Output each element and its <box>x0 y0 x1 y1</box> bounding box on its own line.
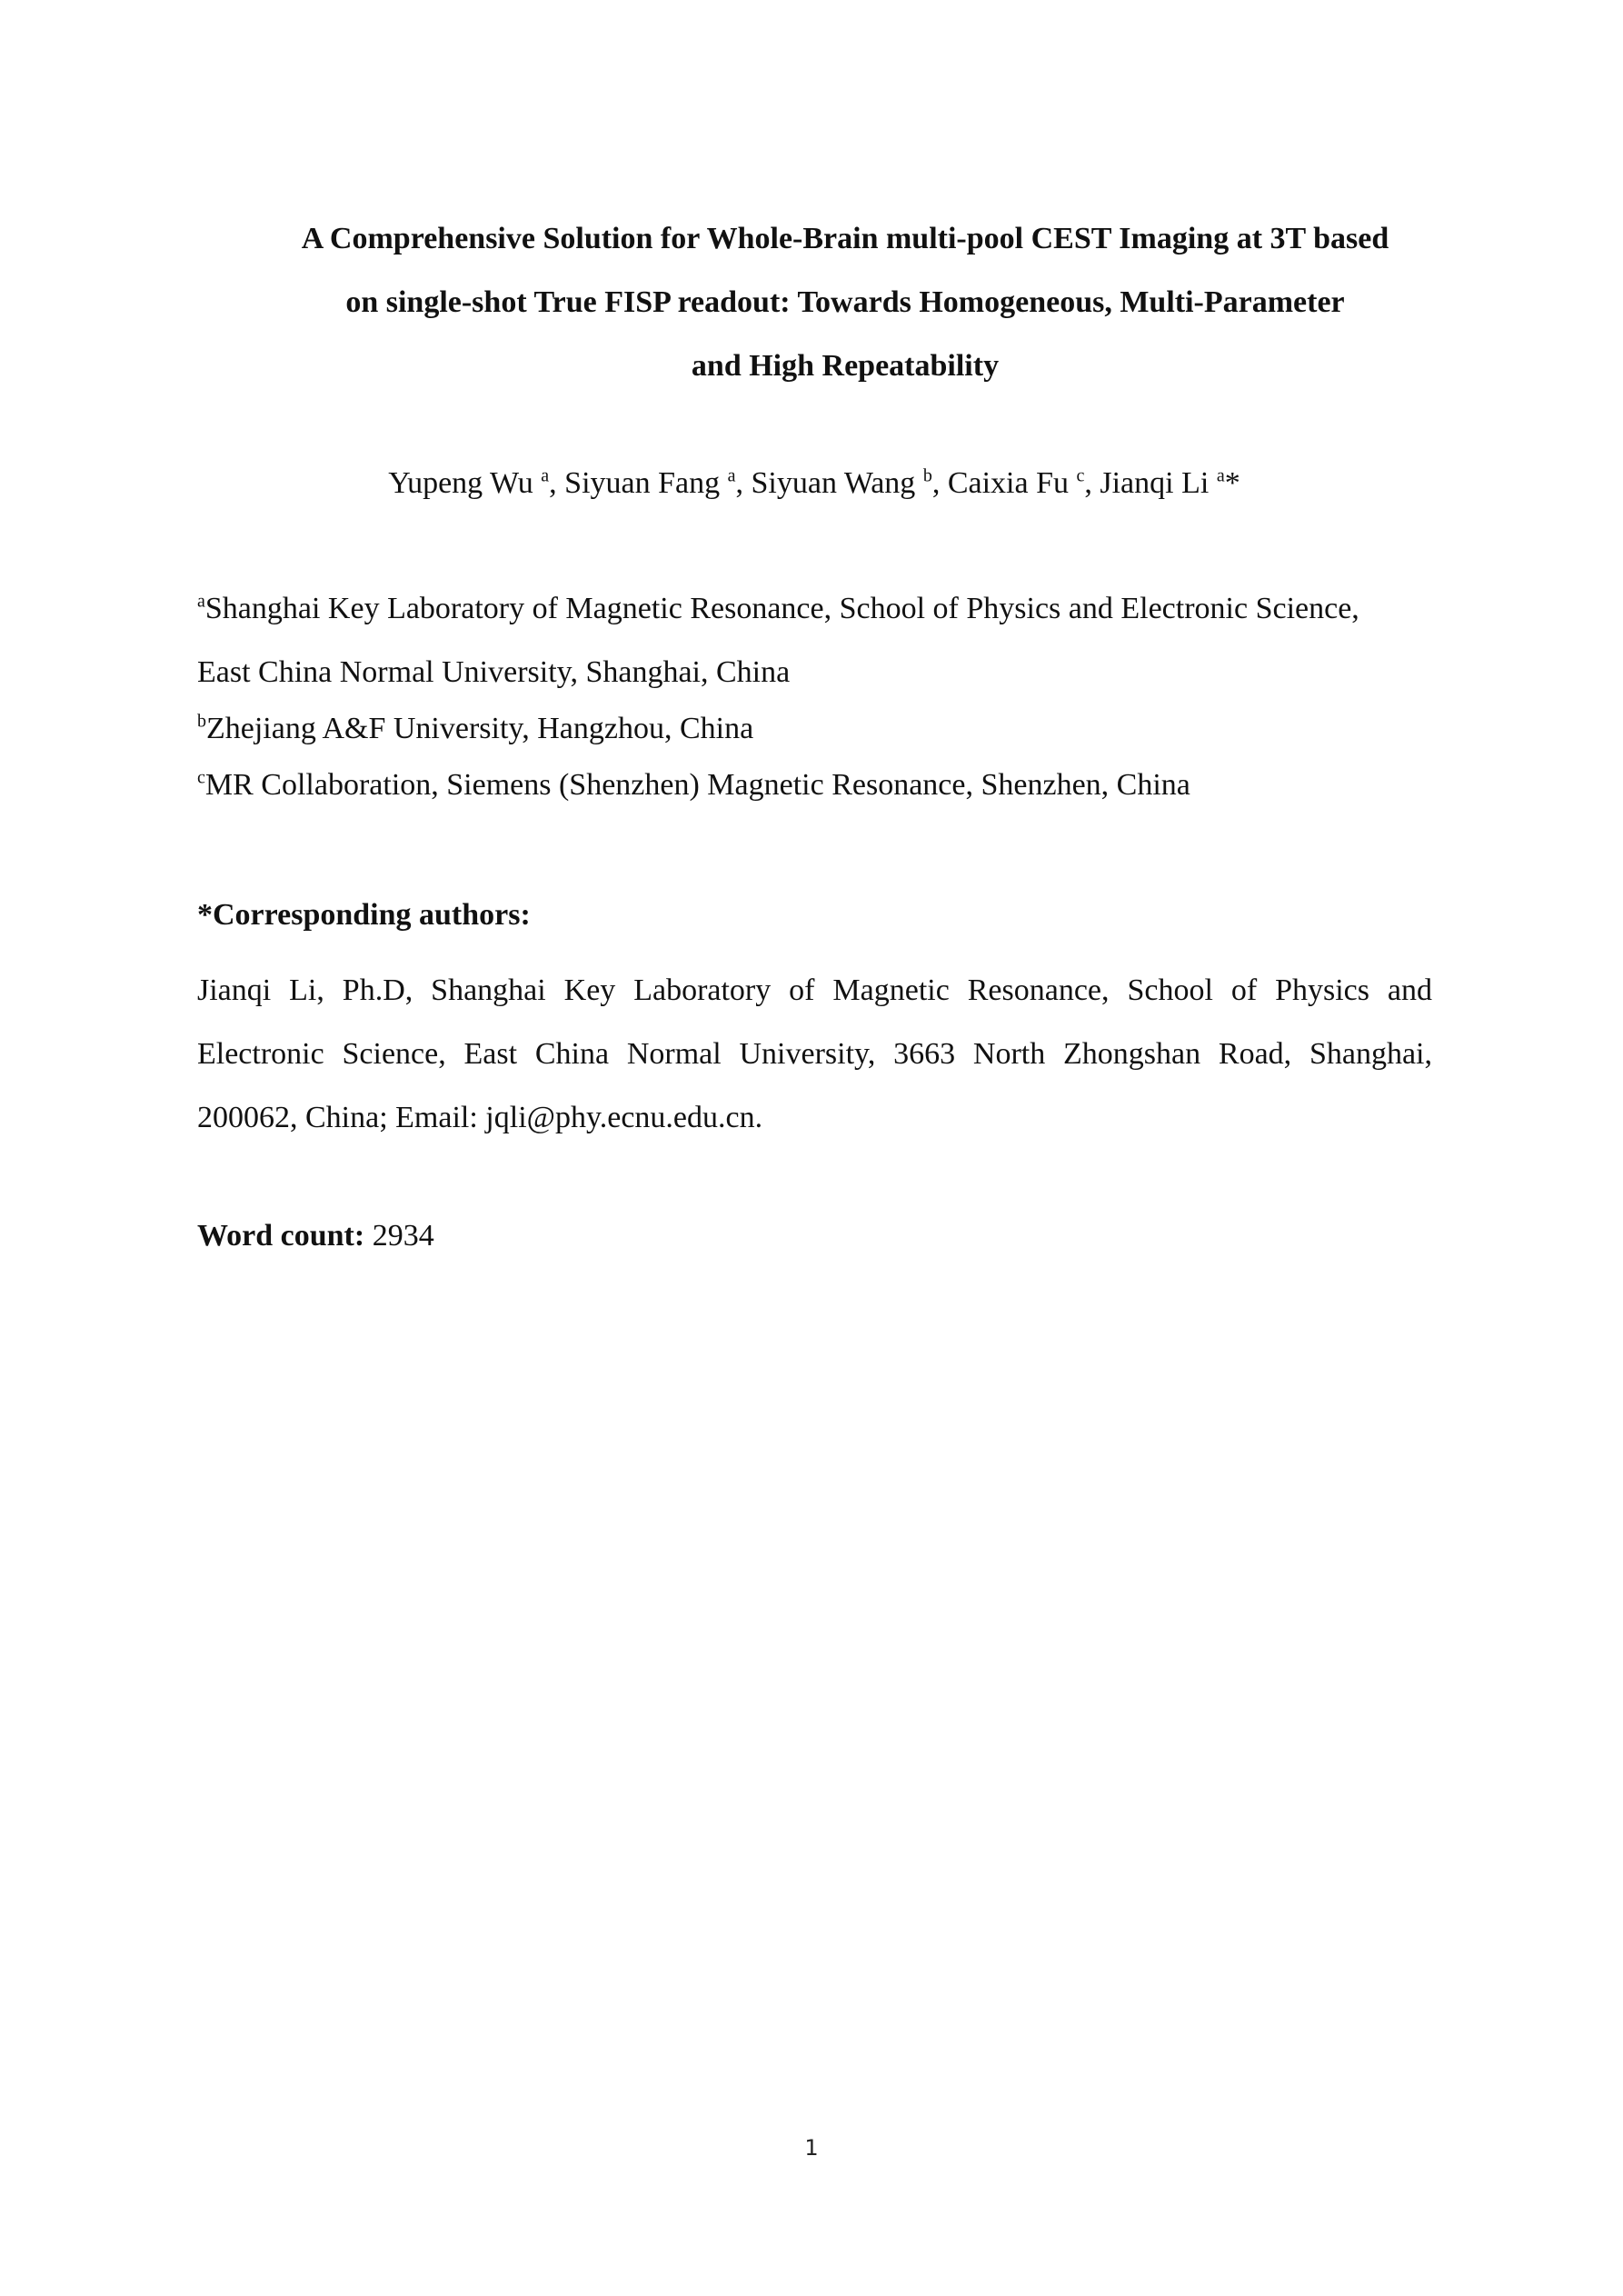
page-number: 1 <box>804 2135 819 2161</box>
author-name: Jianqi Li <box>1100 466 1210 500</box>
author-name: Siyuan Wang <box>751 466 916 500</box>
author-separator: , <box>549 466 565 500</box>
title-line-3: and High Repeatability <box>691 349 1000 383</box>
word-count-value: 2934 <box>372 1219 434 1253</box>
affiliation-mark: c <box>197 767 205 788</box>
correspondence-line: Jianqi Li, Ph.D, Shanghai Key Laboratory of Magnetic Resonance, School of Physics and <box>197 973 1432 1007</box>
author-name: Siyuan Fang <box>564 466 721 500</box>
correspondence-line: Electronic Science, East China Normal University, 3663 North Zhongshan Road, Shanghai, <box>197 1037 1432 1071</box>
affiliation-a-line-2: East China Normal University, Shanghai, China <box>197 655 791 689</box>
affiliation-mark: b <box>197 711 206 732</box>
author-separator: , <box>1084 466 1100 500</box>
correspondence-line: 200062, China; Email: jqli@phy.ecnu.edu.cn. <box>197 1101 763 1134</box>
affiliation-mark: a <box>197 591 205 612</box>
author-affiliation-mark: c <box>1076 465 1085 486</box>
author-name: Yupeng Wu <box>388 466 533 500</box>
author-affiliation-mark: a <box>1216 465 1225 486</box>
affiliation-b <box>197 709 1442 749</box>
author-separator: , <box>735 466 752 500</box>
author-name: Caixia Fu <box>947 466 1069 500</box>
author-list <box>182 464 1447 504</box>
affiliation-a-continued <box>197 653 1442 693</box>
corresponding-marker: * <box>1224 466 1240 500</box>
corresponding-authors-heading: *Corresponding authors: <box>197 898 531 932</box>
word-count <box>197 1216 434 1256</box>
affiliation-c-text: MR Collaboration, Siemens (Shenzhen) Magnetic Resonance, Shenzhen, China <box>204 768 1190 802</box>
affiliation-b-text: Zhejiang A&F University, Hangzhou, China <box>206 712 754 745</box>
corresponding-author-details <box>197 959 1432 1150</box>
title-line-2: on single-shot True FISP readout: Towards Homogeneous, Multi-Parameter <box>345 285 1345 319</box>
title-line-1: A Comprehensive Solution for Whole-Brain multi-pool CEST Imaging at 3T based <box>301 222 1389 255</box>
author-affiliation-mark: a <box>727 465 736 486</box>
author-affiliation-mark: b <box>922 465 932 486</box>
author-affiliation-mark: a <box>541 465 550 486</box>
affiliation-a-line-1: Shanghai Key Laboratory of Magnetic Resonance, School of Physics and Electronic Science, <box>204 592 1359 625</box>
affiliation-a <box>197 589 1442 629</box>
word-count-label: Word count: <box>197 1219 365 1253</box>
author-separator: , <box>931 466 948 500</box>
affiliation-c <box>197 765 1442 805</box>
paper-title <box>182 207 1508 398</box>
